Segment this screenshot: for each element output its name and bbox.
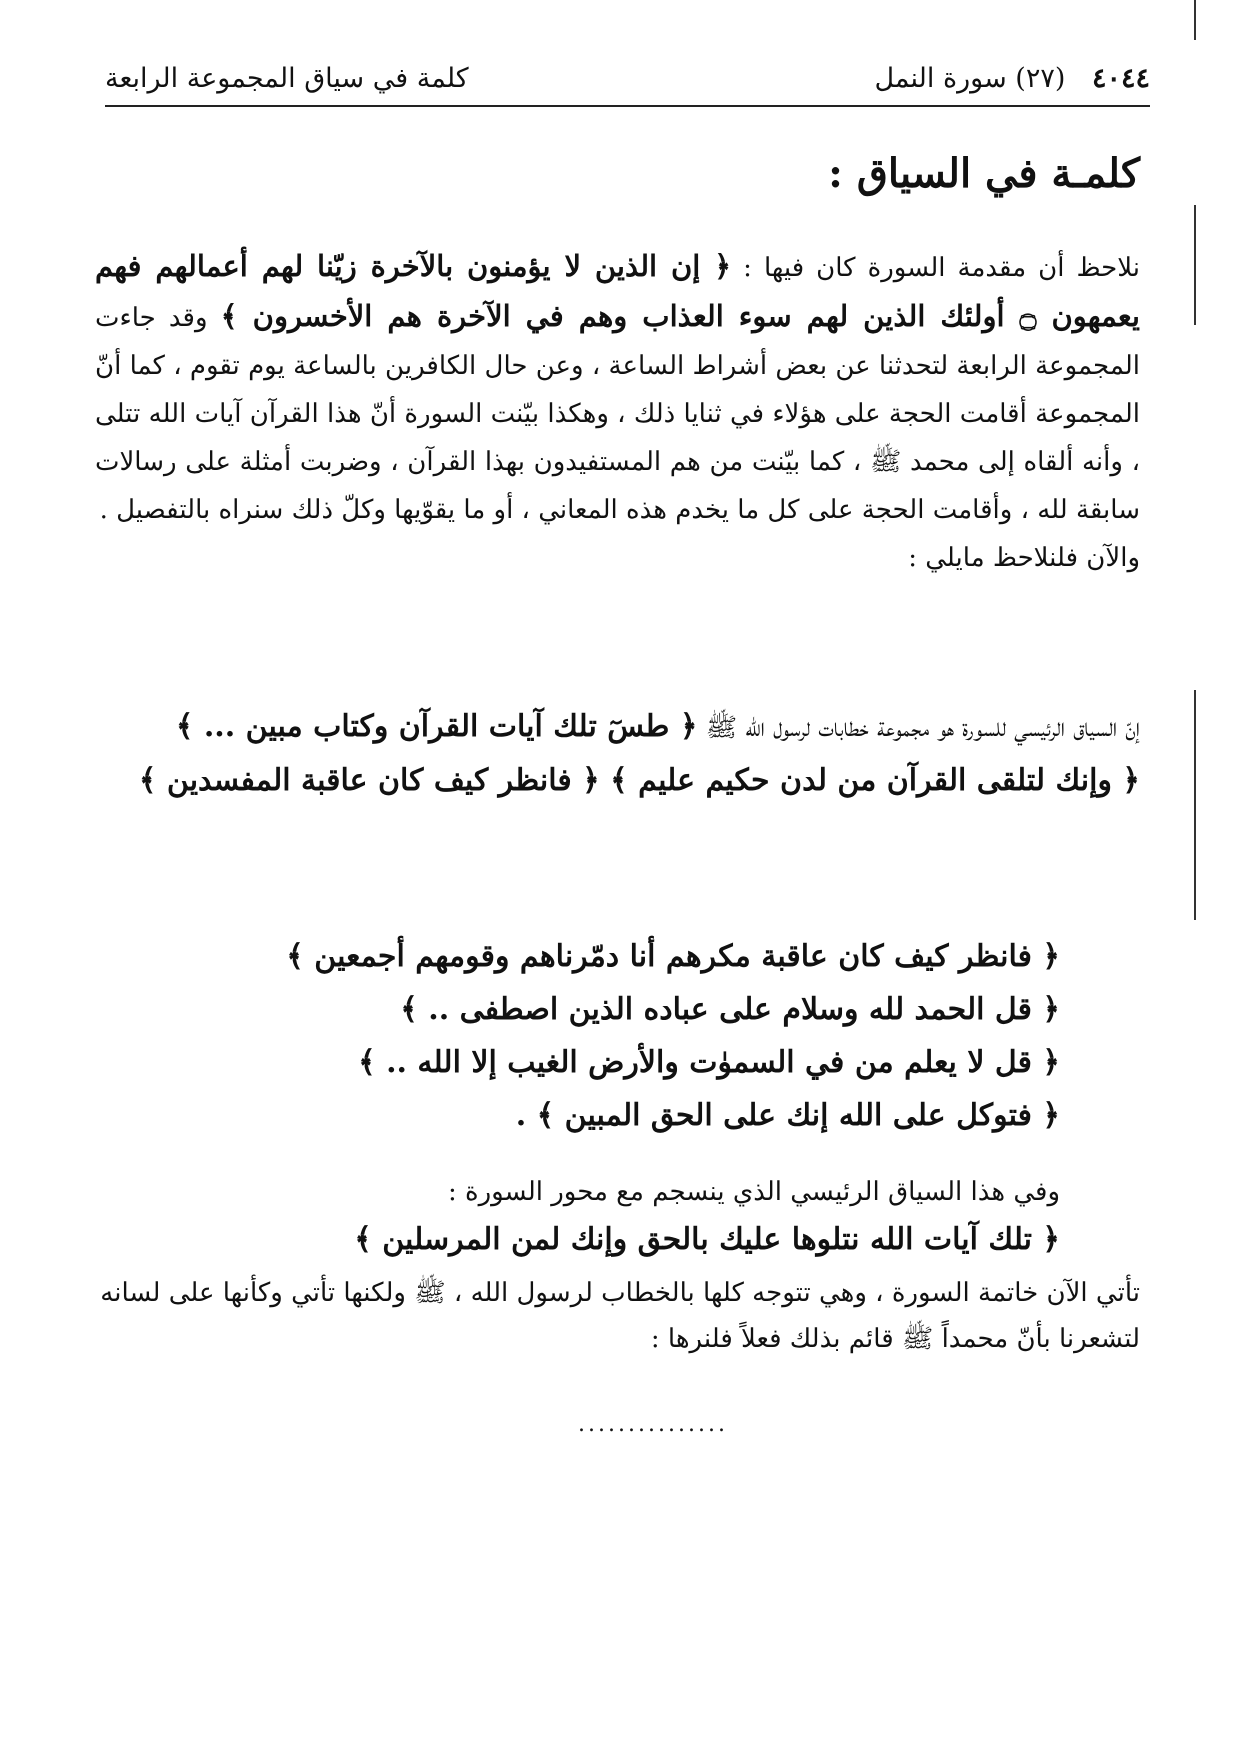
quran-quote: ﴿ تلك آيات الله نتلوها عليك بالحق وإنك لمن المرسلين ﴾: [354, 1222, 1060, 1257]
verse-line: ﴿ قل الحمد لله وسلام على عباده الذين اصطفى .. ﴾: [400, 992, 1060, 1027]
main-context-text: إنّ السياق الرئيسي للسورة هو مجموعة خطابات لرسول الله ﷺ: [697, 713, 1140, 743]
quran-quote: ﴿ وإنك لتلقى القرآن من لدن حكيم عليم ﴾ ﴿ فانظر كيف كان عاقبة المفسدين ﴾: [138, 763, 1140, 798]
intro-text-rest: وقد جاءت المجموعة الرابعة لتحدثنا عن بعض أشراط الساعة ، وعن حال الكافرين بالساعة يوم تقوم ، كما أنّ المجموعة أقامت الحجة على هؤلاء في ثنايا ذلك ، وهكذا بيّنت السورة أنّ هذا القرآن آيات الله تتلى ، وأنه ألقاه إلى محمد ﷺ ، كما بيّنت من هم المستفيدون بهذا القرآن ، وضربت أمثلة على رسالات سابقة لله ، وأقامت الحجة على كل ما يخدم هذه المعاني ، أو ما يقوّيها وكلّ ذلك سنراه بالتفصيل .: [95, 303, 1140, 525]
main-context-section: [95, 700, 1140, 808]
margin-line: [1194, 205, 1196, 325]
quran-quote: ﴿ طسٓ تلك آيات القرآن وكتاب مبين ... ﴾: [175, 709, 698, 744]
header-right: [874, 63, 1150, 94]
page-number: ٤٠٤٤: [1091, 63, 1150, 94]
running-header: [105, 55, 1150, 107]
closing-paragraph: تأتي الآن خاتمة السورة ، وهي تتوجه كلها بالخطاب لرسول الله ، ﷺ ولكنها تأتي وكأنها على لسانه لتشعرنا بأنّ محمداً ﷺ قائم بذلك فعلاً فلنرها :: [100, 1278, 1140, 1354]
margin-line: [1194, 690, 1196, 920]
separator-dots: ...............: [578, 1412, 728, 1437]
verse-line: ﴿ قل لا يعلم من في السموٰت والأرض الغيب إلا الله .. ﴾: [358, 1045, 1060, 1080]
quran-quote: ﴿ إن الذين لا يؤمنون بالآخرة زيّنا لهم أعمالهم فهم يعمهون ۝ أولئك الذين لهم سوء العذاب وهم في الآخرة هم الأخسرون ﴾: [95, 249, 1140, 333]
surah-label: (٢٧) سورة النمل: [874, 63, 1066, 94]
section-title: كلمـة في السياق :: [828, 150, 1140, 197]
intro-text-start: نلاحظ أن مقدمة السورة كان فيها :: [731, 253, 1140, 283]
main-context-paragraph: [95, 700, 1140, 754]
intro-paragraph: [95, 242, 1140, 534]
harmony-text: وفي هذا السياق الرئيسي الذي ينسجم مع محور السورة :: [447, 1177, 1060, 1207]
margin-line: [1194, 0, 1196, 40]
intro-section: [95, 242, 1140, 582]
harmony-section: [160, 1168, 1060, 1264]
verse-line: ﴿ فانظر كيف كان عاقبة مكرهم أنا دمّرناهم وقومهم أجمعين ﴾: [286, 939, 1060, 974]
intro-note: والآن فلنلاحظ مايلي :: [908, 543, 1140, 573]
verse-line: ﴿ فتوكل على الله إنك على الحق المبين ﴾ .: [515, 1098, 1060, 1133]
section-label: كلمة في سياق المجموعة الرابعة: [105, 63, 469, 94]
verse-list: [280, 930, 1060, 1142]
